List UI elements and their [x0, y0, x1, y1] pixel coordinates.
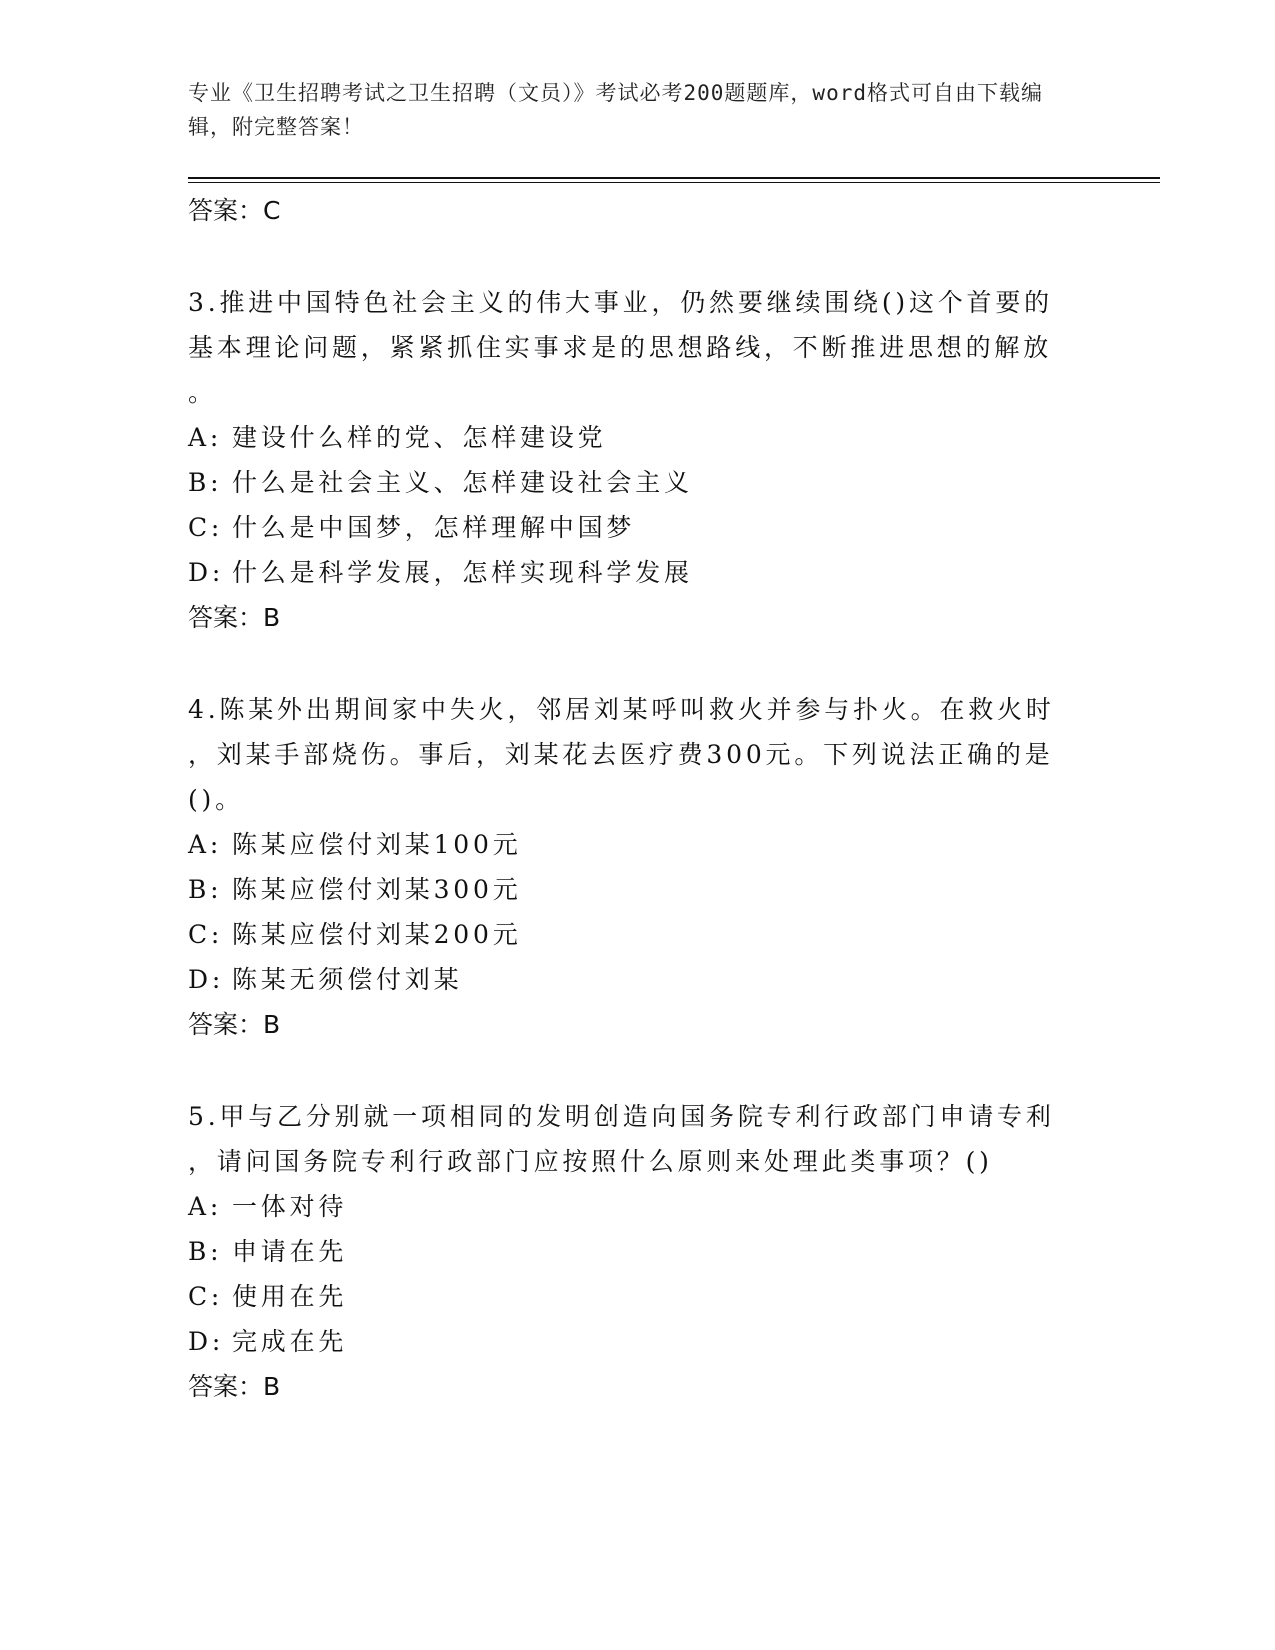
option-b	[188, 460, 1068, 505]
option-key: B:	[188, 468, 223, 497]
option-a	[188, 1184, 1068, 1229]
option-key: A:	[188, 830, 223, 859]
answer-line: 答案：B	[188, 1372, 281, 1401]
option-text: 完成在先	[232, 1327, 348, 1356]
document-header: 专业《卫生招聘考试之卫生招聘（文员）》考试必考200题题库，word格式可自由下载编辑，附完整答案！	[188, 81, 1043, 139]
header-rule-thin	[188, 182, 1160, 183]
option-b	[188, 867, 1068, 912]
spacer	[188, 640, 1068, 687]
spacer	[188, 1047, 1068, 1094]
option-text: 陈某无须偿付刘某	[232, 965, 463, 994]
option-key: B:	[188, 1237, 223, 1266]
answer-line: 答案：B	[188, 603, 281, 632]
option-a	[188, 415, 1068, 460]
option-d	[188, 550, 1068, 595]
option-key: D:	[188, 965, 225, 994]
question-text: 5.甲与乙分别就一项相同的发明创造向国务院专利行政部门申请专利 ，请问国务院专利行政部门应按照什么原则来处理此类事项？()	[188, 1102, 1055, 1176]
option-key: A:	[188, 423, 223, 452]
question-text: 3.推进中国特色社会主义的伟大事业，仍然要继续围绕()这个首要的 基本理论问题，紧紧抓住实事求是的思想路线，不断推进思想的解放 。	[188, 288, 1053, 407]
option-text: 什么是社会主义、怎样建设社会主义	[232, 468, 693, 497]
question-block	[188, 280, 1068, 640]
option-c	[188, 505, 1068, 550]
question-block	[188, 687, 1068, 1047]
option-c	[188, 1274, 1068, 1319]
option-text: 陈某应偿付刘某100元	[232, 830, 522, 859]
option-text: 什么是科学发展，怎样实现科学发展	[232, 558, 693, 587]
option-key: C:	[188, 1282, 224, 1311]
spacer	[188, 233, 1068, 280]
option-text: 什么是中国梦，怎样理解中国梦	[232, 513, 636, 542]
document-body	[188, 188, 1068, 1409]
option-text: 建设什么样的党、怎样建设党	[232, 423, 607, 452]
option-b	[188, 1229, 1068, 1274]
option-text: 使用在先	[232, 1282, 348, 1311]
option-key: C:	[188, 513, 224, 542]
option-key: A:	[188, 1192, 223, 1221]
question-text: 4.陈某外出期间家中失火，邻居刘某呼叫救火并参与扑火。在救火时 ，刘某手部烧伤。事后，刘某花去医疗费300元。下列说法正确的是 ()。	[188, 695, 1055, 814]
option-key: C:	[188, 920, 224, 949]
option-text: 陈某应偿付刘某200元	[232, 920, 522, 949]
option-text: 陈某应偿付刘某300元	[232, 875, 522, 904]
question-block	[188, 1094, 1068, 1409]
option-text: 一体对待	[232, 1192, 348, 1221]
header-rule-thick	[188, 177, 1160, 179]
option-text: 申请在先	[232, 1237, 348, 1266]
previous-answer: 答案：C	[188, 196, 281, 225]
option-c	[188, 912, 1068, 957]
option-d	[188, 957, 1068, 1002]
answer-line: 答案：B	[188, 1010, 281, 1039]
option-key: D:	[188, 1327, 225, 1356]
option-a	[188, 822, 1068, 867]
option-key: D:	[188, 558, 225, 587]
option-key: B:	[188, 875, 223, 904]
option-d	[188, 1319, 1068, 1364]
